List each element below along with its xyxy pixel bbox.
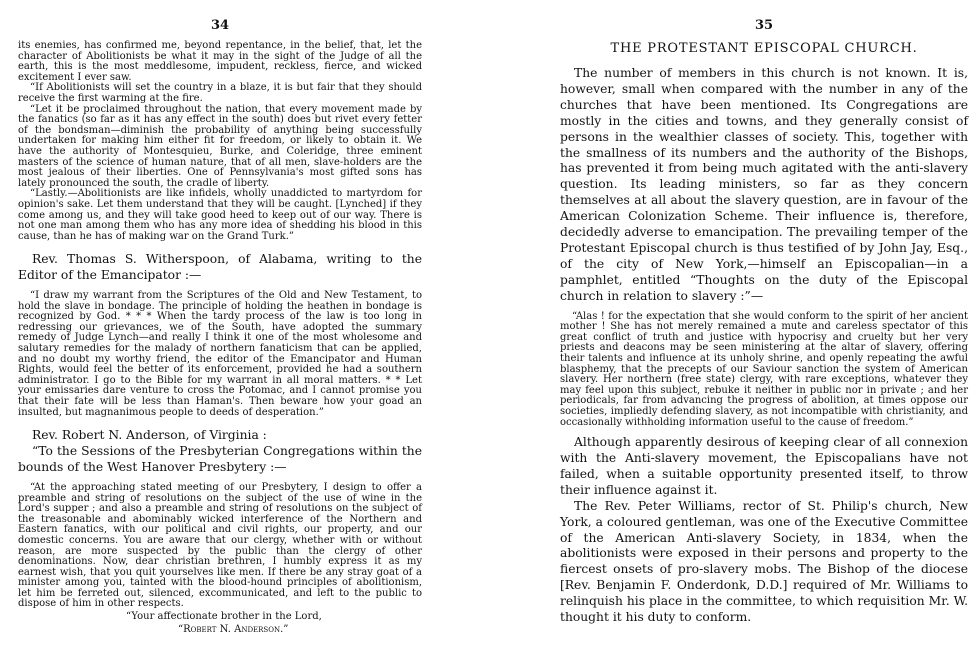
quote-paragraph-2: “If Abolitionists will set the country in a blaze, it is but fair that they should receive the first warming at the fire. [18,82,422,104]
closing-line: “Your affectionate brother in the Lord, [126,611,322,623]
jay-quote: “Alas ! for the expectation that she would conform to the spirit of her ancient mother ! She has not merely remained a mute and careless spectator of this great conflict of truth and justice with hypocrisy and cruelty but her very priests and deacons may be seen ministering at the altar of slavery, offering their talents and influence at its unholy shrine, and openly repeating the awful blasphemy, that the precepts of our Saviour sanction the system of American slavery. Her northern (free state) clergy, with rare exceptions, whatever they may feel upon this subject, rebuke it neither in public nor in private ; and her periodicals, far from advancing the progress of abolition, at times oppose our societies, impliedly defending slavery, as not incompatible with christianity, and occasionally withholding information useful to the cause of freedom.” [560,310,968,428]
witherspoon-quote: “I draw my warrant from the Scriptures of the Old and New Testament, to hold the slave in bondage. The principle of holding the heathen in bondage is recognized by God. * * * When the tardy process of the law is too long in redressing our grievances, we of the South, have adopted the summary remedy of Judge Lynch—and really I think it one of the most wholesome and salutary remedies for the malady of northern fanaticism that can be applied, and no doubt my worthy friend, the editor of the Emancipator and Human Rights, would feel the better of its enforcement, provided he had a southern administrator. I go to the Bible for my warrant in all moral matters. * * Let your emissaries dare venture to cross the Potomac, and I cannot promise you that their fate will be less than Haman's. Then beware how your goad an insulted, but magnanimous people to deeds of desperation.” [18,290,422,418]
page-gutter [452,0,538,665]
anderson-quote: “At the approaching stated meeting of our Presbytery, I design to offer a preamble and string of resolutions on the subject of the use of wine in the Lord's supper ; and also a preamble and string of resolutions on the subject of the treasonable and abominably wicked interference of the Northern and Eastern fanatics, with our political and civil rights, our property, and our domestic concerns. You are aware that our clergy, whether with or without reason, are more suspected by the public than the clergy of other denominations. Now, dear christian brethren, I humbly express it as my earnest wish, that you quit yourselves like men. If there be any stray goat of a minister among you, tainted with the blood-hound principles of abolitionism, let him be ferreted out, silenced, excommunicated, and left to the public to dispose of him in other respects. [18,481,422,610]
body-paragraph-2: Although apparently desirous of keeping clear of all connexion with the Anti-slavery movement, the Episcopalians have not failed, when a suitable opportunity presented itself, to throw their influence against it. [560,435,968,497]
body-paragraph-3: The Rev. Peter Williams, rector of St. Philip's church, New York, a coloured gentleman, was one of the Executive Committee of the American Anti-slavery Society, in 1834, when the abolitionists were exposed in their persons and property to the fiercest onsets of pro-slavery mobs. The Bishop of the diocese [Rev. Benjamin F. Onderdonk, D.D.] required of Mr. Williams to relinquish his place in the committee, to which requisition Mr. W. thought it his duty to conform. [560,498,968,625]
page-number-right: 35 [754,18,774,33]
quote-paragraph-4: “Lastly.—Abolitionists are like infidels, wholly unaddicted to martyrdom for opinion's sake. Let them understand that they will be caught. [Lynched] if they come among us, and they will take good heed to keep out of our way. There is not one man among them who has any more idea of shedding his blood in this cause, than he has of making war on the Grand Turk.” [18,188,422,242]
quote-paragraph-1: its enemies, has confirmed me, beyond repentance, in the belief, that, let the character of Abolitionists be what it may in the sight of the Judge of all the earth, this is the most meddlesome, impudent, reckless, fierce, and wicked excitement I ever saw. [18,40,422,83]
signature: “Robert N. Anderson.” [178,624,289,636]
chapter-heading: THE PROTESTANT EPISCOPAL CHURCH. [610,41,918,56]
left-page [0,0,440,665]
right-page [548,0,980,665]
witherspoon-intro: Rev. Thomas S. Witherspoon, of Alabama, writing to the Editor of the Emancipator :— [18,252,422,283]
quote-paragraph-3: “Let it be proclaimed throughout the nation, that every movement made by the fanatics (so far as it has any effect in the south) does but rivet every fetter of the bondsman—diminish the probability of anything being successfully undertaken for making him either fit for freedom, or likely to obtain it. We have the authority of Montesquieu, Burke, and Coleridge, three eminent masters of the science of human nature, that of all men, slave-holders are the most jealous of their liberties. One of Pennsylvania's most gifted sons has lately pronounced the south, the cradle of liberty. [18,103,422,189]
body-paragraph-1: The number of members in this church is not known. It is, however, small when compared with the number in any of the churches that have been mentioned. Its Congregations are mostly in the cities and towns, and they generally consist of persons in the wealthier classes of society. This, together with the smallness of its numbers and the authority of the Bishops, has prevented it from being much agitated with the anti-slavery question. Its leading ministers, so far as they concern themselves at all about the slavery question, are in favour of the American Colonization Scheme. Their influence is, therefore, decidedly adverse to emancipation. The prevailing temper of the Protestant Episcopal church is thus testified of by John Jay, Esq., of the city of New York,—himself an Episcopalian—in a pamphlet, entitled “Thoughts on the duty of the Episcopal church in relation to slavery :”— [560,66,968,303]
page-number-left: 34 [210,18,230,33]
anderson-address: “To the Sessions of the Presbyterian Congregations within the bounds of the West Hanover Presbytery :— [18,444,422,475]
anderson-intro: Rev. Robert N. Anderson, of Virginia : [32,428,267,443]
